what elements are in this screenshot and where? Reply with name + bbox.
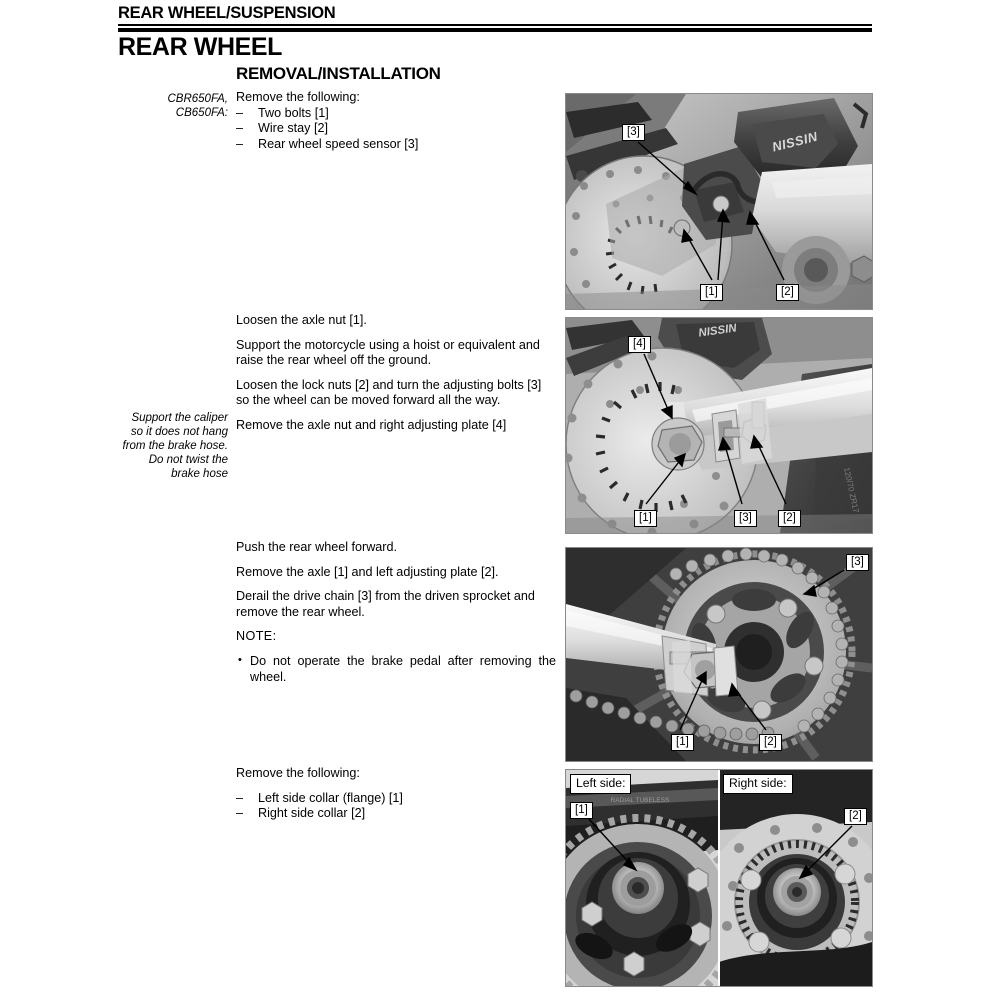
svg-text:RADIAL TUBELESS: RADIAL TUBELESS xyxy=(610,797,670,804)
list-item xyxy=(236,137,556,153)
block3-paragraph-1: Push the rear wheel forward. xyxy=(236,540,398,554)
header-rule-thin xyxy=(118,24,872,26)
caliper-support-note: Support the caliper so it does not hang from the brake hose. Do not twist the brake hose xyxy=(122,412,228,480)
callout-2: [2] xyxy=(759,734,782,751)
callout-1: [1] xyxy=(700,284,723,301)
svg-text:NISSIN: NISSIN xyxy=(697,322,738,340)
block3-paragraph-3: Derail the drive chain [3] from the driven sprocket and remove the rear wheel. xyxy=(236,589,535,619)
right-side-caption: Right side: xyxy=(723,774,793,794)
list-item xyxy=(236,106,556,122)
callout-1: [1] xyxy=(634,510,657,527)
instruction-block-4 xyxy=(236,766,556,822)
model-note-line-2: CB650FA: xyxy=(175,107,228,119)
list-item xyxy=(236,806,556,822)
page-title: REAR WHEEL xyxy=(118,33,283,61)
running-head: REAR WHEEL/SUSPENSION xyxy=(118,4,336,22)
block2-paragraph-1: Loosen the axle nut [1]. xyxy=(236,313,367,327)
callout-3: [3] xyxy=(734,510,757,527)
callout-2: [2] xyxy=(776,284,799,301)
list-item-label: Wire stay [2] xyxy=(258,121,328,136)
callout-3: [3] xyxy=(622,124,645,141)
dash-marker: – xyxy=(236,136,244,151)
block1-item-list xyxy=(236,106,556,153)
block2-paragraph-3: Loosen the lock nuts [2] and turn the adjusting bolts [3] so the wheel can be moved forward all the way. xyxy=(236,377,542,408)
dash-marker: – xyxy=(236,105,244,120)
figure-axle-nut-adjusting-plate xyxy=(565,317,873,534)
block1-intro: Remove the following: xyxy=(236,90,360,104)
list-item xyxy=(236,654,556,685)
block4-item-list xyxy=(236,791,556,822)
callout-1: [1] xyxy=(671,734,694,751)
figure-4-leader-lines xyxy=(566,770,872,986)
callout-3: [3] xyxy=(846,554,869,571)
block2-paragraph-4: Remove the axle nut and right adjusting plate [4] xyxy=(236,417,507,432)
callout-2: [2] xyxy=(844,808,867,825)
dash-marker: – xyxy=(236,121,244,136)
model-applicability-note xyxy=(118,92,228,120)
list-item-label: Left side collar (flange) [1] xyxy=(258,790,403,805)
list-item-label: Rear wheel speed sensor [3] xyxy=(258,136,419,151)
block3-paragraph-2: Remove the axle [1] and left adjusting plate [2]. xyxy=(236,564,499,579)
figure-1-leader-lines xyxy=(566,94,872,309)
bullet-marker: • xyxy=(238,653,242,666)
dash-marker: – xyxy=(236,790,244,805)
figure-3-leader-lines xyxy=(566,548,872,761)
figure-rear-wheel-speed-sensor xyxy=(565,93,873,310)
instruction-block-1 xyxy=(236,90,556,152)
figure-drive-chain-sprocket xyxy=(565,547,873,762)
instruction-block-3 xyxy=(236,540,556,685)
note-label: NOTE: xyxy=(236,629,277,644)
svg-text:NISSIN: NISSIN xyxy=(770,128,820,155)
left-side-caption: Left side: xyxy=(570,774,631,794)
model-note-line-1: CBR650FA, xyxy=(167,93,228,105)
svg-text:120/70 ZR17: 120/70 ZR17 xyxy=(842,466,861,514)
header-rule-thick xyxy=(118,28,872,32)
list-item xyxy=(236,121,556,137)
note-item-list xyxy=(236,654,556,685)
callout-1: [1] xyxy=(570,802,593,819)
list-item-label: Right side collar [2] xyxy=(258,806,366,821)
callout-2: [2] xyxy=(778,510,801,527)
list-item-label: Two bolts [1] xyxy=(258,105,329,120)
callout-4: [4] xyxy=(628,336,651,353)
figure-2-leader-lines xyxy=(566,318,872,533)
list-item-label: Do not operate the brake pedal after removing the wheel. xyxy=(250,653,556,684)
dash-marker: – xyxy=(236,806,244,821)
section-title: REMOVAL/INSTALLATION xyxy=(236,64,441,83)
figure-side-collars xyxy=(565,769,873,987)
list-item xyxy=(236,791,556,807)
instruction-block-2 xyxy=(236,313,556,443)
block2-paragraph-2: Support the motorcycle using a hoist or equivalent and raise the rear wheel off the ground. xyxy=(236,337,540,368)
block4-intro: Remove the following: xyxy=(236,766,360,780)
